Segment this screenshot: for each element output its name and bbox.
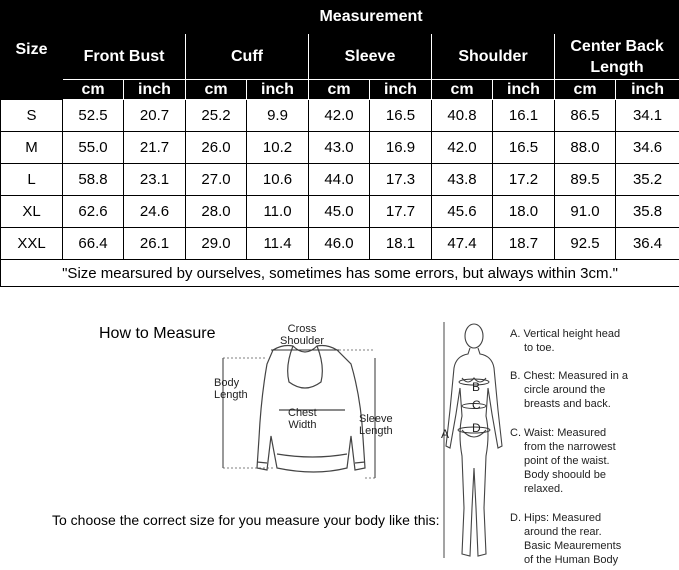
note-c-line: relaxed. — [524, 483, 564, 495]
note-d-line: Basic Meaurements — [524, 540, 622, 552]
note-c-line: C. Waist: Measured — [510, 427, 607, 439]
note-c-line: Body shoould be — [524, 469, 606, 481]
value-cell: 16.1 — [493, 100, 555, 132]
value-cell: 66.4 — [63, 228, 124, 260]
chest-width-label — [288, 407, 317, 431]
value-cell: 43.8 — [432, 164, 493, 196]
note-c-line: point of the waist. — [524, 455, 610, 467]
value-cell: 40.8 — [432, 100, 493, 132]
unit-inch: inch — [370, 80, 432, 100]
note-b-line: circle around the — [524, 384, 606, 396]
cross-shoulder-label — [280, 323, 324, 347]
sleeve-length-label — [359, 413, 393, 437]
size-cell: XL — [1, 196, 63, 228]
value-cell: 27.0 — [186, 164, 247, 196]
unit-inch: inch — [124, 80, 186, 100]
size-cell: L — [1, 164, 63, 196]
unit-cm: cm — [309, 80, 370, 100]
size-cell: XXL — [1, 228, 63, 260]
size-cell: S — [1, 100, 63, 132]
title-row — [1, 1, 679, 34]
value-cell: 17.3 — [370, 164, 432, 196]
value-cell: 17.7 — [370, 196, 432, 228]
value-cell: 18.7 — [493, 228, 555, 260]
value-cell: 20.7 — [124, 100, 186, 132]
value-cell: 88.0 — [555, 132, 616, 164]
value-cell: 11.4 — [247, 228, 309, 260]
instruction-text: To choose the correct size for you measure your body like this: — [52, 512, 440, 528]
unit-header-row — [1, 80, 679, 100]
figure-letter-b: B — [472, 380, 481, 394]
note-a-line: to toe. — [524, 342, 555, 354]
value-cell: 26.1 — [124, 228, 186, 260]
note-d-line: around the rear. — [524, 526, 602, 538]
note-d-line: of the Human Body — [524, 554, 619, 566]
group-header-center-back-length: Center Back Length — [555, 34, 679, 80]
measurement-header: Measurement — [63, 1, 679, 34]
cross-shoulder-label-line2: Shoulder — [280, 335, 325, 347]
body-length-label — [214, 377, 248, 401]
value-cell: 34.1 — [616, 100, 679, 132]
value-cell: 28.0 — [186, 196, 247, 228]
value-cell: 23.1 — [124, 164, 186, 196]
note-c-line: from the narrowest — [524, 441, 616, 453]
value-cell: 46.0 — [309, 228, 370, 260]
figure-letter-a: A — [441, 427, 450, 441]
value-cell: 47.4 — [432, 228, 493, 260]
note-a-line: A. Vertical height head — [510, 328, 621, 340]
value-cell: 52.5 — [63, 100, 124, 132]
garment-hem — [277, 454, 347, 457]
value-cell: 43.0 — [309, 132, 370, 164]
group-header-row — [1, 34, 679, 80]
value-cell: 29.0 — [186, 228, 247, 260]
group-header-front-bust: Front Bust — [63, 34, 186, 80]
value-cell: 35.2 — [616, 164, 679, 196]
figure-head — [465, 324, 483, 348]
value-cell: 26.0 — [186, 132, 247, 164]
table-row — [1, 196, 679, 228]
value-cell: 9.9 — [247, 100, 309, 132]
unit-cm: cm — [432, 80, 493, 100]
value-cell: 35.8 — [616, 196, 679, 228]
sleeve-length-label-line2: Length — [359, 425, 393, 437]
unit-cm: cm — [555, 80, 616, 100]
how-to-measure-title: How to Measure — [99, 325, 216, 342]
figure-letter-c: C — [472, 398, 481, 412]
value-cell: 89.5 — [555, 164, 616, 196]
value-cell: 24.6 — [124, 196, 186, 228]
group-header-sleeve: Sleeve — [309, 34, 432, 80]
value-cell: 44.0 — [309, 164, 370, 196]
unit-inch: inch — [247, 80, 309, 100]
chest-width-label-line2: Width — [288, 419, 317, 431]
note-a — [510, 327, 620, 355]
value-cell: 11.0 — [247, 196, 309, 228]
group-header-shoulder: Shoulder — [432, 34, 555, 80]
value-cell: 92.5 — [555, 228, 616, 260]
size-cell: M — [1, 132, 63, 164]
note-d-line: D. Hips: Measured — [510, 512, 602, 524]
body-length-label-line1: Body — [214, 377, 240, 389]
value-cell: 45.0 — [309, 196, 370, 228]
value-cell: 58.8 — [63, 164, 124, 196]
value-cell: 16.5 — [493, 132, 555, 164]
body-length-label-line2: Length — [214, 389, 248, 401]
note-b — [510, 369, 628, 411]
value-cell: 10.2 — [247, 132, 309, 164]
value-cell: 16.9 — [370, 132, 432, 164]
value-cell: 10.6 — [247, 164, 309, 196]
table-row — [1, 100, 679, 132]
group-header-cuff: Cuff — [186, 34, 309, 80]
value-cell: 42.0 — [432, 132, 493, 164]
value-cell: 42.0 — [309, 100, 370, 132]
value-cell: 34.6 — [616, 132, 679, 164]
unit-inch: inch — [493, 80, 555, 100]
body-figure — [432, 318, 510, 570]
value-cell: 45.6 — [432, 196, 493, 228]
table-row — [1, 132, 679, 164]
unit-inch: inch — [616, 80, 679, 100]
note-row — [1, 260, 679, 287]
value-cell: 86.5 — [555, 100, 616, 132]
table-row — [1, 228, 679, 260]
value-cell: 91.0 — [555, 196, 616, 228]
sleeve-length-label-line1: Sleeve — [359, 413, 393, 425]
note-c — [510, 426, 616, 496]
value-cell: 55.0 — [63, 132, 124, 164]
figure-letter-d: D — [472, 421, 481, 435]
unit-cm: cm — [63, 80, 124, 100]
value-cell: 18.0 — [493, 196, 555, 228]
table-row — [1, 164, 679, 196]
value-cell: 16.5 — [370, 100, 432, 132]
unit-cm: cm — [186, 80, 247, 100]
note-b-line: breasts and back. — [524, 398, 611, 410]
value-cell: 25.2 — [186, 100, 247, 132]
value-cell: 17.2 — [493, 164, 555, 196]
chest-width-label-line1: Chest — [288, 407, 317, 419]
note-b-line: B. Chest: Measured in a — [510, 370, 629, 382]
value-cell: 36.4 — [616, 228, 679, 260]
note-d — [510, 511, 621, 567]
cross-shoulder-label-line1: Cross — [287, 323, 317, 335]
value-cell: 18.1 — [370, 228, 432, 260]
size-note: "Size mearsured by ourselves, sometimes has some errors, but always within 3cm." — [1, 260, 679, 287]
garment-cuffs — [257, 462, 365, 463]
size-header: Size — [1, 1, 63, 100]
value-cell: 21.7 — [124, 132, 186, 164]
value-cell: 62.6 — [63, 196, 124, 228]
